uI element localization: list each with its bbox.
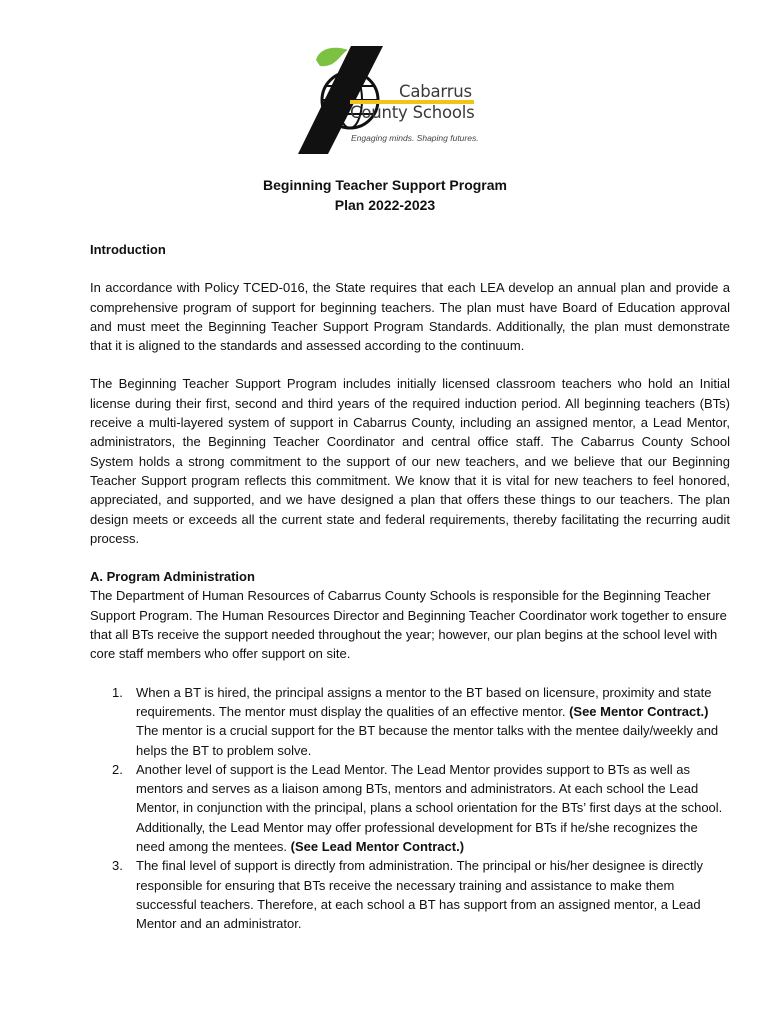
document-title (0, 175, 770, 215)
logo-text-line1: Cabarrus (399, 82, 472, 101)
title-line1: Beginning Teacher Support Program (263, 177, 507, 193)
list-item-number: 3. (112, 858, 123, 874)
introduction-paragraph-2: The Beginning Teacher Support Program includes initially licensed classroom teachers who hold an Initial license during their first, second and third years of the required induction period. All beginning teachers (BTs) receive a multi-layered system of support in Cabarrus County, including an assigned mentor, a Lead Mentor, administrators, the Beginning Teacher Coordinator and central office staff. The Cabarrus County School System holds a strong commitment to the support of our new teachers, and we believe that our Beginning Teacher Support program reflects this commitment. We know that it is vital for new teachers to feel honored, appreciated, and supported, and we have designed a plan that offers these things to our teachers. The plan design meets or exceeds all the current state and federal requirements, thereby facilitating the recurring audit process. (90, 376, 730, 546)
list-item-reference: (See Mentor Contract.) (569, 703, 709, 719)
list-item (90, 683, 730, 760)
list-item-text-after: The mentor is a crucial support for the BT because the mentor talks with the mentee daily/weekly and helps the BT to problem solve. (136, 723, 719, 758)
document-body (90, 240, 730, 934)
list-item-text: Another level of support is the Lead Mentor. The Lead Mentor provides support to BTs as well as mentors and serves as a liaison among BTs, mentors and administrators. At each school the Lead Mentor, in conjunction with the principal, plans a school orientation for the BTs’ first days at the school. Additionally, the Lead Mentor may offer professional development for BTs if he/she recognizes the need among the mentees. (136, 761, 723, 855)
list-item-number: 2. (112, 761, 123, 777)
list-item (90, 856, 730, 933)
district-logo (298, 42, 488, 160)
logo-tagline: Engaging minds. Shaping futures. (351, 133, 479, 143)
list-item-text: The final level of support is directly from administration. The principal or his/her designee is directly responsible for ensuring that BTs receive the necessary training and assistance to make them successful teachers. Therefore, at each school a BT has support from an assigned mentor, a Lead Mentor and an administrator. (136, 858, 703, 932)
list-item-number: 1. (112, 684, 123, 700)
introduction-heading: Introduction (90, 242, 166, 257)
logo-text-line2: County Schools (350, 103, 475, 122)
list-item (90, 760, 730, 856)
list-item-text: When a BT is hired, the principal assigns a mentor to the BT based on licensure, proximity and state requirements. The mentor must display the qualities of an effective mentor. (136, 684, 712, 719)
introduction-paragraph-1: In accordance with Policy TCED-016, the State requires that each LEA develop an annual plan and provide a comprehensive program of support for beginning teachers. The plan must have Board of Education approval and must meet the Beginning Teacher Support Program Standards. Additionally, the plan must demonstrate that it is aligned to the standards and assessed according to the continuum. (90, 280, 730, 354)
support-levels-list (90, 683, 730, 934)
program-administration-paragraph: The Department of Human Resources of Cabarrus County Schools is responsible for the Beginning Teacher Support Program. The Human Resources Director and Beginning Teacher Coordinator work together to ensure that all BTs receive the support needed throughout the year; however, our plan begins at the school level with core staff members who offer support on site. (90, 588, 727, 662)
list-item-reference: (See Lead Mentor Contract.) (290, 839, 465, 855)
title-line2: Plan 2022-2023 (334, 197, 436, 213)
program-administration-heading: A. Program Administration (90, 569, 255, 585)
